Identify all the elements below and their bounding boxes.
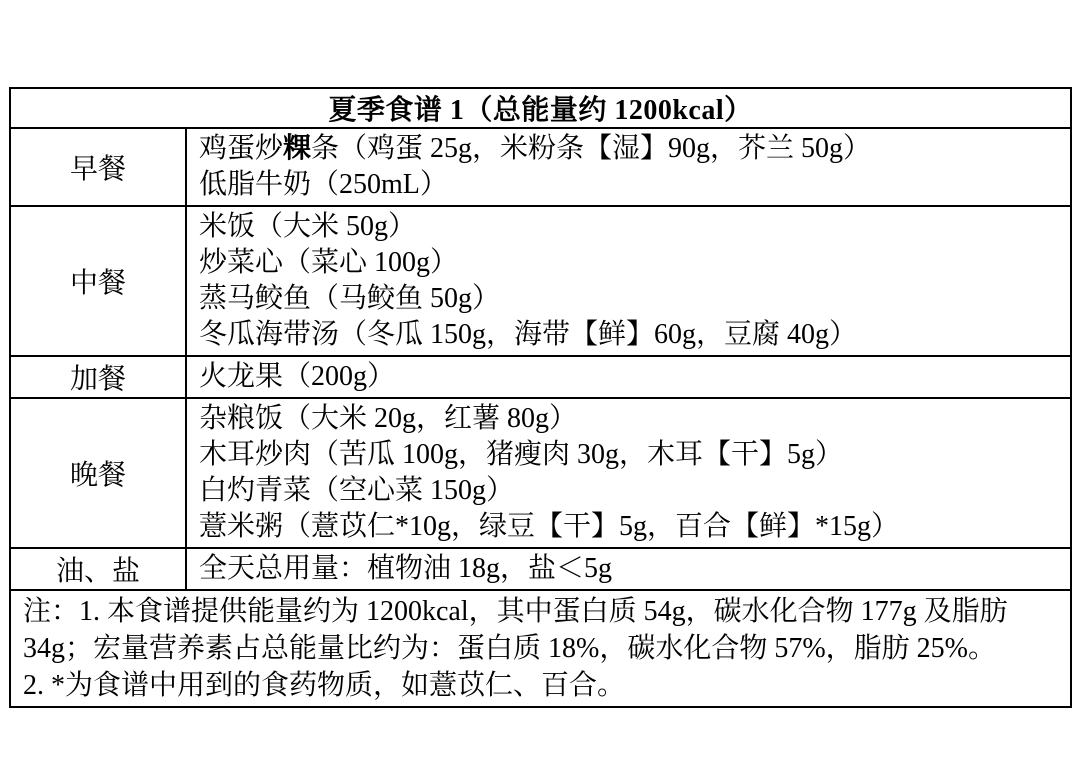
dish-line: 全天总用量：植物油 18g，盐＜5g	[199, 553, 613, 584]
row-label-dinner: 晚餐	[11, 399, 187, 547]
table-title: 夏季食谱 1（总能量约 1200kcal）	[328, 95, 753, 126]
dish-line: 白灼青菜（空心菜 150g）	[199, 475, 515, 506]
table-title-row	[11, 89, 1070, 127]
table-row-oil-salt	[11, 547, 1070, 589]
row-content-snack	[187, 357, 1070, 397]
dish-line: 米饭（大米 50g）	[199, 211, 417, 242]
dish-text-part: 鸡蛋炒	[199, 133, 284, 164]
dish-text-bold-part: 粿	[283, 133, 312, 164]
row-content-oil-salt	[187, 549, 1070, 589]
dish-line: 薏米粥（薏苡仁*10g，绿豆【干】5g，百合【鲜】*15g）	[199, 511, 900, 542]
dish-line: 杂粮饭（大米 20g，红薯 80g）	[199, 403, 578, 434]
dish-line: 蒸马鲛鱼（马鲛鱼 50g）	[199, 283, 501, 314]
dish-line	[199, 131, 1060, 167]
table-row-dinner	[11, 397, 1070, 547]
row-label-breakfast: 早餐	[11, 129, 187, 205]
row-content-breakfast	[187, 129, 1070, 205]
row-content-lunch	[187, 207, 1070, 355]
row-content-dinner	[187, 399, 1070, 547]
dish-line: 炒菜心（菜心 100g）	[199, 247, 459, 278]
table-notes	[11, 589, 1070, 706]
note-line: 注：1. 本食谱提供能量约为 1200kcal，其中蛋白质 54g，碳水化合物 177g 及脂肪	[23, 596, 1008, 627]
table-row-lunch	[11, 205, 1070, 355]
table-row-breakfast	[11, 127, 1070, 205]
dish-text-part: 条（鸡蛋 25g，米粉条【湿】90g，芥兰 50g）	[311, 133, 872, 164]
dish-line: 冬瓜海带汤（冬瓜 150g，海带【鲜】60g，豆腐 40g）	[199, 319, 858, 350]
note-line: 2. *为食谱中用到的食药物质，如薏苡仁、百合。	[23, 670, 626, 701]
row-label-lunch: 中餐	[11, 207, 187, 355]
dish-line: 火龙果（200g）	[199, 361, 396, 392]
dish-line: 低脂牛奶（250mL）	[199, 169, 448, 200]
row-label-oil-salt: 油、盐	[11, 549, 187, 589]
dish-line: 木耳炒肉（苦瓜 100g，猪瘦肉 30g，木耳【干】5g）	[199, 439, 844, 470]
note-line: 34g；宏量营养素占总能量比约为：蛋白质 18%，碳水化合物 57%，脂肪 25%。	[23, 633, 996, 664]
table-row-snack	[11, 355, 1070, 397]
row-label-snack: 加餐	[11, 357, 187, 397]
recipe-table	[9, 87, 1072, 708]
